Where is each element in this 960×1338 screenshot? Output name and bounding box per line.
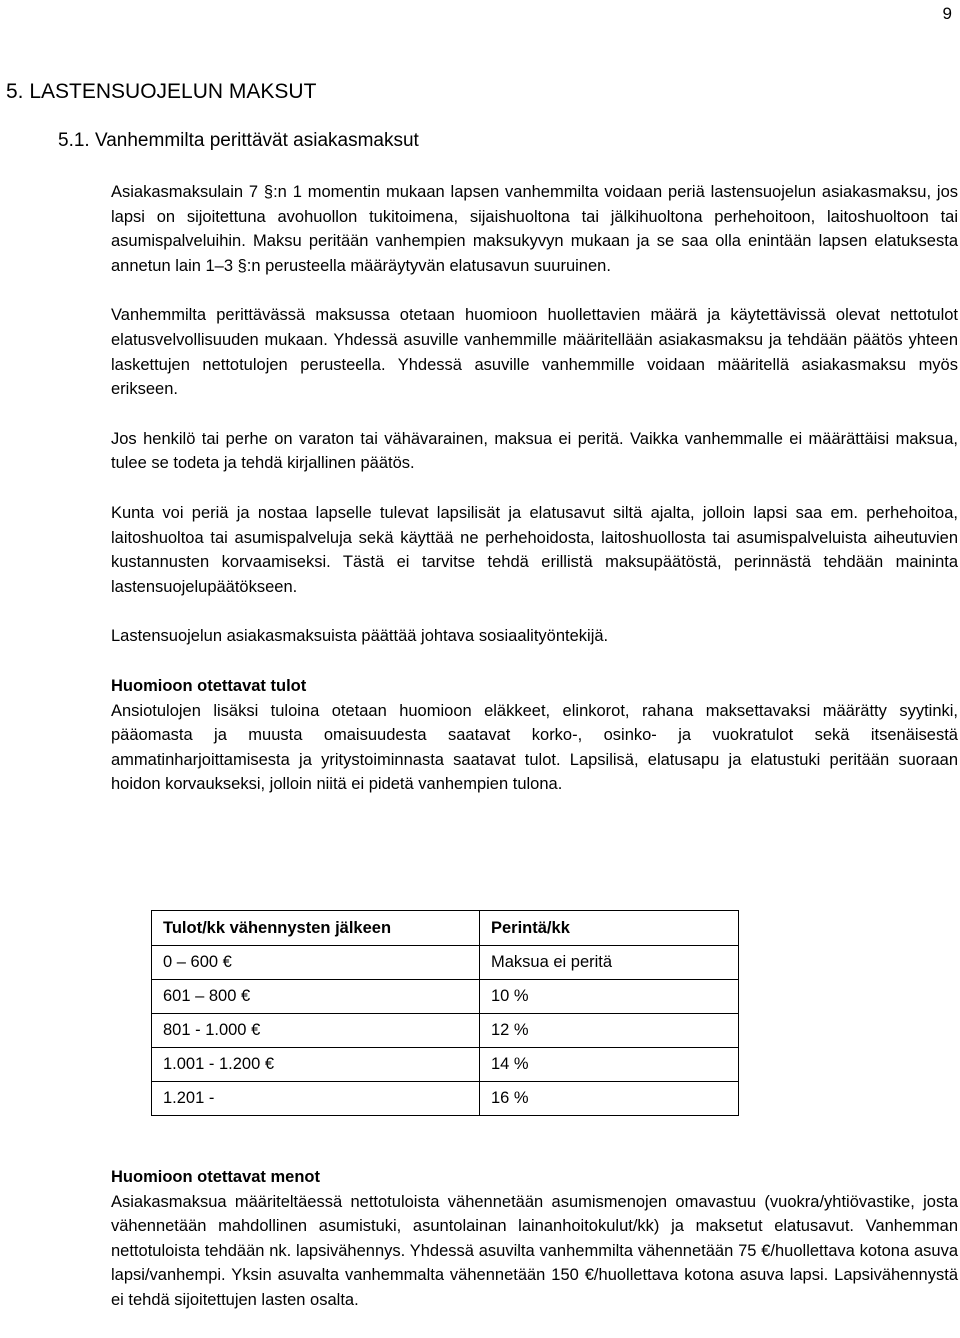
table-row [152,1048,739,1082]
table-cell: 16 % [480,1082,739,1116]
fee-table [151,910,739,1116]
table-cell: 12 % [480,1014,739,1048]
table-row [152,1082,739,1116]
table-cell: 1.201 - [152,1082,480,1116]
chapter-heading: 5. LASTENSUOJELUN MAKSUT [6,80,317,103]
table-cell: 601 – 800 € [152,980,480,1014]
income-text: Ansiotulojen lisäksi tuloina otetaan huomioon eläkkeet, elinkorot, rahana maksettavaksi määrätty syytinki, pääomasta ja muusta omaisuudesta saatavat korko-, osinko- ja vuokratulot sekä itsenäisestä ammatinharjoittamisesta ja yritystoiminnasta saatavat tulot. Lapsilisä, elatusapu ja elatustuki peritään suoraan hoidon korvaukseksi, jolloin niitä ei pidetä vanhempien tulona. [111,701,958,794]
table-cell: Maksua ei peritä [480,946,739,980]
table-row [152,1014,739,1048]
table-cell: 0 – 600 € [152,946,480,980]
table-cell: 14 % [480,1048,739,1082]
table-cell: 1.001 - 1.200 € [152,1048,480,1082]
table-header-row [152,911,739,946]
table-header: Tulot/kk vähennysten jälkeen [152,911,480,946]
paragraph-4: Kunta voi periä ja nostaa lapselle tulevat lapsilisät ja elatusavut siltä ajalta, jolloin lapsi saa em. perhehoitoa, laitoshuoltoa tai asumispalveluja sekä käyttää ne perhehoidosta, laitoshuollosta tai asumispalveluista aiheutuvien kustannusten korvaamiseksi. Tästä ei tarvitse tehdä erillistä maksupäätöstä, perinnästä tehdään maininta lastensuojelupäätökseen. [111,503,958,596]
income-heading: Huomioon otettavat tulot [111,676,307,695]
table-row [152,980,739,1014]
table-cell: 10 % [480,980,739,1014]
table-header: Perintä/kk [480,911,739,946]
paragraph-1: Asiakasmaksulain 7 §:n 1 momentin mukaan lapsen vanhemmilta voidaan periä lastensuojelun asiakasmaksu, jos lapsi on sijoitettuna avohuollon tukitoimena, sijaishuoltona tai jälkihuoltona perhehoitoon, laitoshuoltoon tai asumispalveluihin. Maksu peritään vanhempien maksukyvyn mukaan ja se saa olla enintään lapsen elatuksesta annetun lain 1–3 §:n perusteella määräytyvän elatusavun suuruinen. [111,183,958,275]
expenses-heading: Huomioon otettavat menot [111,1168,320,1186]
section-heading: 5.1. Vanhemmilta perittävät asiakasmaksut [58,130,419,151]
body-text [111,180,958,797]
expenses-section [111,1165,958,1313]
table-row [152,946,739,980]
paragraph-5: Lastensuojelun asiakasmaksuista päättää johtava sosiaalityöntekijä. [111,627,609,646]
table-cell: 801 - 1.000 € [152,1014,480,1048]
expenses-text: Asiakasmaksua määriteltäessä nettotuloista vähennetään asumismenojen omavastuu (vuokra/yhtiövastike, josta vähennetään mahdollinen asumistuki, asuntolainan lainanhoitokulut/kk) ja maksetut elatusavut. Vanhemman nettotuloista tehdään nk. lapsivähennys. Yhdessä asuvilta vanhemmilta vähennetään 75 €/huollettava kotona asuva lapsi/vanhempi. Yksin asuvalta vanhemmalta vähennetään 150 €/huollettava kotona asuva lapsi. Lapsivähennystä ei tehdä sijoitettujen lasten osalta. [111,1192,958,1309]
paragraph-3: Jos henkilö tai perhe on varaton tai vähävarainen, maksua ei peritä. Vaikka vanhemmalle ei määrättäisi maksua, tulee se todeta ja tehdä kirjallinen päätös. [111,429,958,473]
paragraph-2: Vanhemmilta perittävässä maksussa otetaan huomioon huollettavien määrä ja käytettävissä olevat nettotulot elatusvelvollisuuden mukaan. Yhdessä asuville vanhemmille määritellään asiakasmaksu ja tehdään päätös yhteen laskettujen nettotulojen perusteella. Yhdessä asuville vanhemmille voidaan määritellä asiakasmaksu myös erikseen. [111,306,958,399]
page-number: 9 [942,4,952,23]
